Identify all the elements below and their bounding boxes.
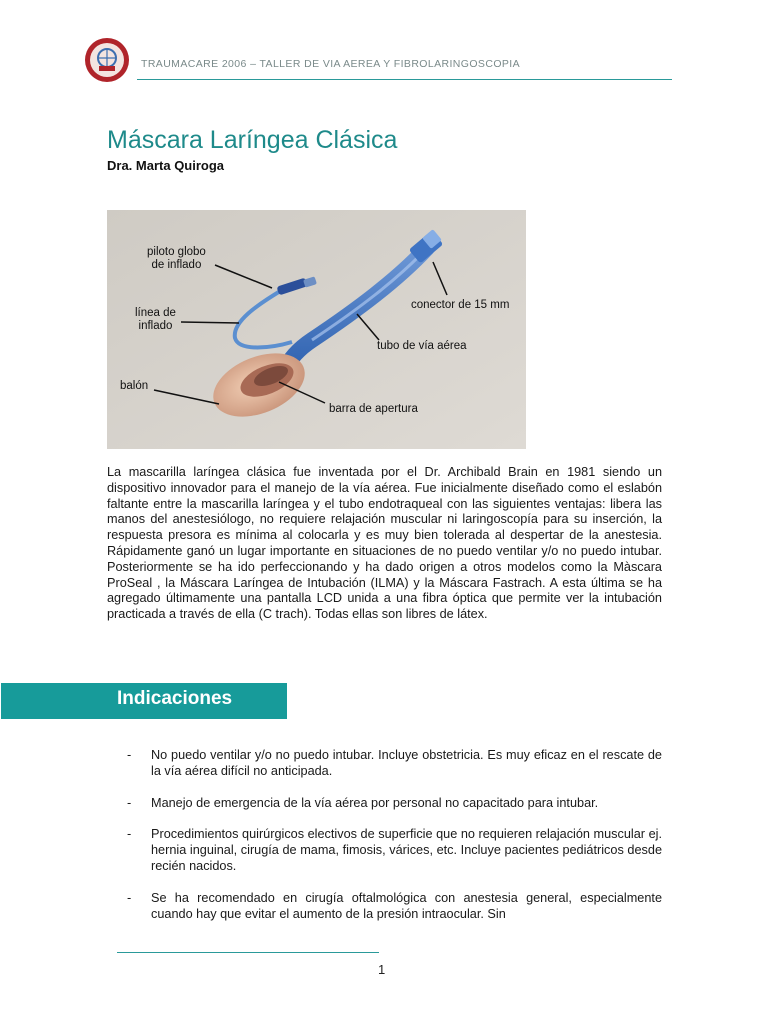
- intro-paragraph: La mascarilla laríngea clásica fue inventada por el Dr. Archibald Brain en 1981 siendo un dispositivo innovador para el manejo de la vía aérea. Fue inicialmente diseñado como el eslabón faltante entre la mascarilla laríngea y el tubo endotraqueal con las siguientes ventajas: libera las manos del anestesiólogo, no requiere relajación muscular ni laringoscopía para su inserción, la respuesta presora es mínima al colocarla y es muy bien tolerada al despertar de la anestesia. Rápidamente ganó un lugar importante en situaciones de no puedo ventilar y/o no puedo intubar. Posteriormente se ha ido perfeccionando y ha dado origen a otros modelos como la Màscara ProSeal , la Máscara Laríngea de Intubación (ILMA) y la Máscara Fastrach. A esta última se ha agregado últimamente una pantalla LCD unida a una fibra óptica que permite ver la intubación practicada a través de ella (C trach). Todas ellas son libres de látex.: [107, 465, 662, 622]
- label-opening-bar: barra de apertura: [329, 403, 418, 415]
- label-pilot-balloon: piloto globo de inflado: [147, 246, 206, 271]
- header-event: TRAUMACARE 2006: [141, 58, 247, 70]
- list-item: [107, 891, 662, 923]
- list-dash: -: [127, 890, 132, 905]
- running-header: [141, 58, 520, 70]
- list-dash: -: [127, 827, 132, 842]
- list-item-text: No puedo ventilar y/o no puedo intubar. Incluye obstetricia. Es muy eficaz en el rescate de la vía aérea difícil no anticipada.: [151, 748, 662, 778]
- list-item-text: Se ha recomendado en cirugía oftalmológica con anestesia general, especialmente cuando hay que evitar el aumento de la presión intraocular. Sin: [151, 890, 662, 921]
- page-number: 1: [378, 962, 386, 977]
- list-item: [107, 748, 662, 780]
- list-item-text: Procedimientos quirúrgicos electivos de superficie que no requieren relajación muscular ej. hernia inguinal, cirugía de mama, fimosis, várices, etc. Incluye pacientes pediátricos desde recién nacidos.: [151, 827, 662, 873]
- footer-divider: [117, 952, 379, 953]
- section-title: Indicaciones: [117, 688, 233, 709]
- list-item: [107, 796, 662, 812]
- label-inflation-line: línea de inflado: [135, 307, 176, 332]
- header-separator: –: [250, 58, 257, 70]
- label-connector: conector de 15 mm: [411, 299, 510, 311]
- label-airway-tube: tubo de vía aérea: [377, 340, 467, 352]
- list-dash: -: [127, 795, 132, 810]
- society-seal-icon: [84, 37, 130, 83]
- label-balloon: balón: [120, 380, 149, 392]
- laryngeal-mask-figure: [107, 210, 526, 449]
- author: Dra. Marta Quiroga: [107, 158, 225, 173]
- header-divider: [137, 79, 672, 80]
- list-item-text: Manejo de emergencia de la vía aérea por personal no capacitado para intubar.: [151, 795, 599, 810]
- header-workshop: TALLER DE VIA AEREA Y FIBROLARINGOSCOPIA: [259, 58, 521, 70]
- list-item: [107, 827, 662, 874]
- indications-list: [107, 748, 662, 938]
- page-title: Máscara Laríngea Clásica: [107, 126, 398, 154]
- list-dash: -: [127, 748, 132, 762]
